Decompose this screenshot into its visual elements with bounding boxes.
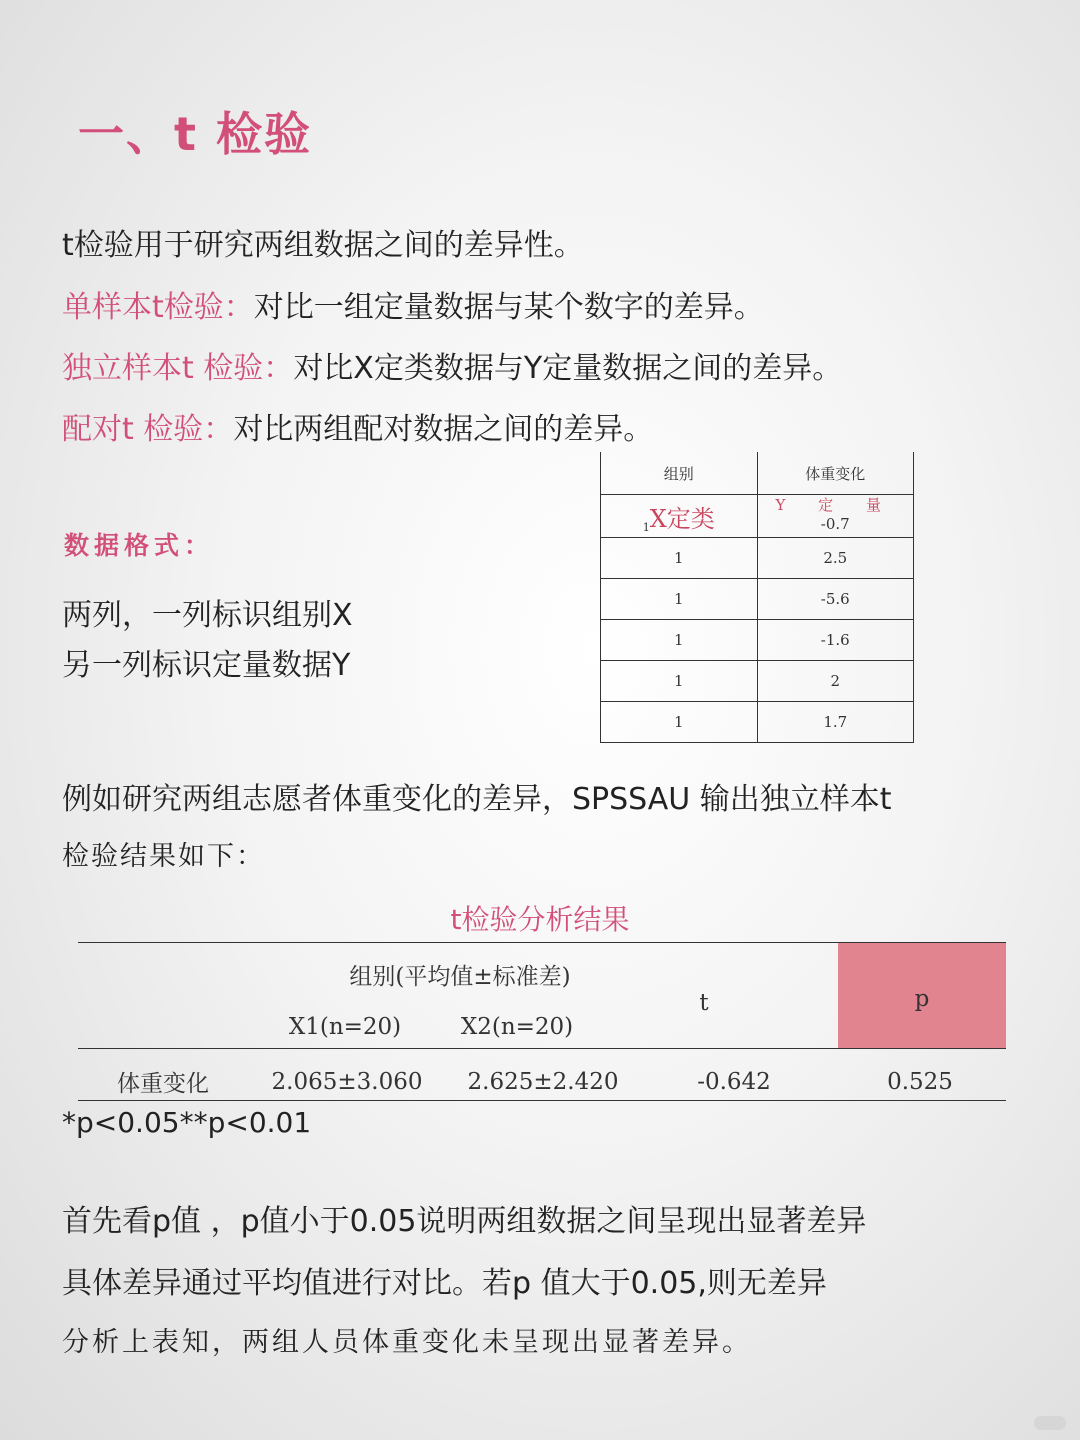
result-row-label: 体重变化	[117, 1071, 209, 1097]
result-group-header: 组别(平均值±标准差)	[349, 964, 571, 990]
sample-x-prefix: 1	[642, 520, 650, 534]
sample-group-cell: 1	[601, 579, 758, 620]
format-label: 数据格式：	[64, 531, 215, 560]
result-t-value: -0.642	[697, 1069, 771, 1095]
sample-value-cell: 1.7	[757, 702, 914, 743]
result-p-value: 0.525	[887, 1069, 953, 1095]
test-paired-desc: 对比两组配对数据之间的差异。	[233, 412, 654, 447]
sample-type-row	[601, 495, 914, 538]
format-line-2: 另一列标识定量数据Y	[62, 648, 351, 683]
test-paired	[62, 404, 653, 448]
example-line-1: 例如研究两组志愿者体重变化的差异，SPSSAU 输出独立样本t	[62, 782, 892, 817]
sample-group-cell: 1	[601, 702, 758, 743]
test-independent-desc: 对比X定类数据与Y定量数据之间的差异。	[293, 351, 843, 386]
format-line-1: 两列，一列标识组别X	[62, 598, 353, 633]
page-title: 一、t 检验	[78, 107, 313, 161]
test-single	[62, 282, 764, 326]
sample-y-first-value: -0.7	[820, 514, 850, 533]
sample-value-cell: 2.5	[757, 538, 914, 579]
conclusion-line-1: 首先看p值 ，p值小于0.05说明两组数据之间呈现出显著差异	[62, 1204, 867, 1239]
sample-group-cell: 1	[601, 538, 758, 579]
test-independent	[62, 343, 842, 387]
result-x1-header: X1(n=20)	[288, 1014, 402, 1040]
test-paired-name: 配对t 检验：	[62, 412, 234, 447]
conclusion-line-2: 具体差异通过平均值进行对比。若p 值大于0.05,则无差异	[62, 1266, 827, 1301]
result-x1-value: 2.065±3.060	[271, 1069, 423, 1095]
sample-header-weight: 体重变化	[757, 452, 914, 495]
sample-x-label: X定类	[649, 504, 715, 533]
conclusion-line-3: 分析上表知，两组人员体重变化未呈现出显著差异。	[62, 1327, 752, 1358]
significance-note: *p<0.05**p<0.01	[62, 1106, 312, 1139]
example-line-2: 检验结果如下：	[62, 841, 265, 872]
table-row	[601, 620, 914, 661]
sample-group-cell: 1	[601, 620, 758, 661]
result-table-top-rule	[78, 942, 1006, 943]
table-row	[601, 538, 914, 579]
watermark-badge	[1034, 1416, 1066, 1430]
intro-text: t检验用于研究两组数据之间的差异性。	[62, 228, 584, 263]
test-independent-name: 独立样本t 检验：	[62, 351, 294, 386]
sample-group-cell: 1	[601, 661, 758, 702]
test-single-desc: 对比一组定量数据与某个数字的差异。	[253, 290, 764, 325]
sample-header-row	[601, 452, 914, 495]
result-table-title: t检验分析结果	[450, 903, 630, 936]
sample-data-table	[600, 452, 914, 743]
sample-y-label: Y 定 量	[775, 495, 895, 514]
table-row	[601, 579, 914, 620]
result-t-header: t	[699, 990, 709, 1016]
test-single-name: 单样本t检验：	[62, 290, 254, 325]
result-x2-value: 2.625±2.420	[467, 1069, 619, 1095]
sample-value-cell: -5.6	[757, 579, 914, 620]
table-row	[601, 702, 914, 743]
sample-y-type	[757, 495, 914, 538]
sample-value-cell: -1.6	[757, 620, 914, 661]
table-row	[601, 661, 914, 702]
sample-value-cell: 2	[757, 661, 914, 702]
sample-x-type	[601, 495, 758, 538]
sample-header-group: 组别	[601, 452, 758, 495]
result-p-header: p	[914, 986, 930, 1012]
result-table-bottom-rule	[78, 1100, 1006, 1101]
result-x2-header: X2(n=20)	[460, 1014, 574, 1040]
result-table-header-rule	[78, 1048, 1006, 1049]
